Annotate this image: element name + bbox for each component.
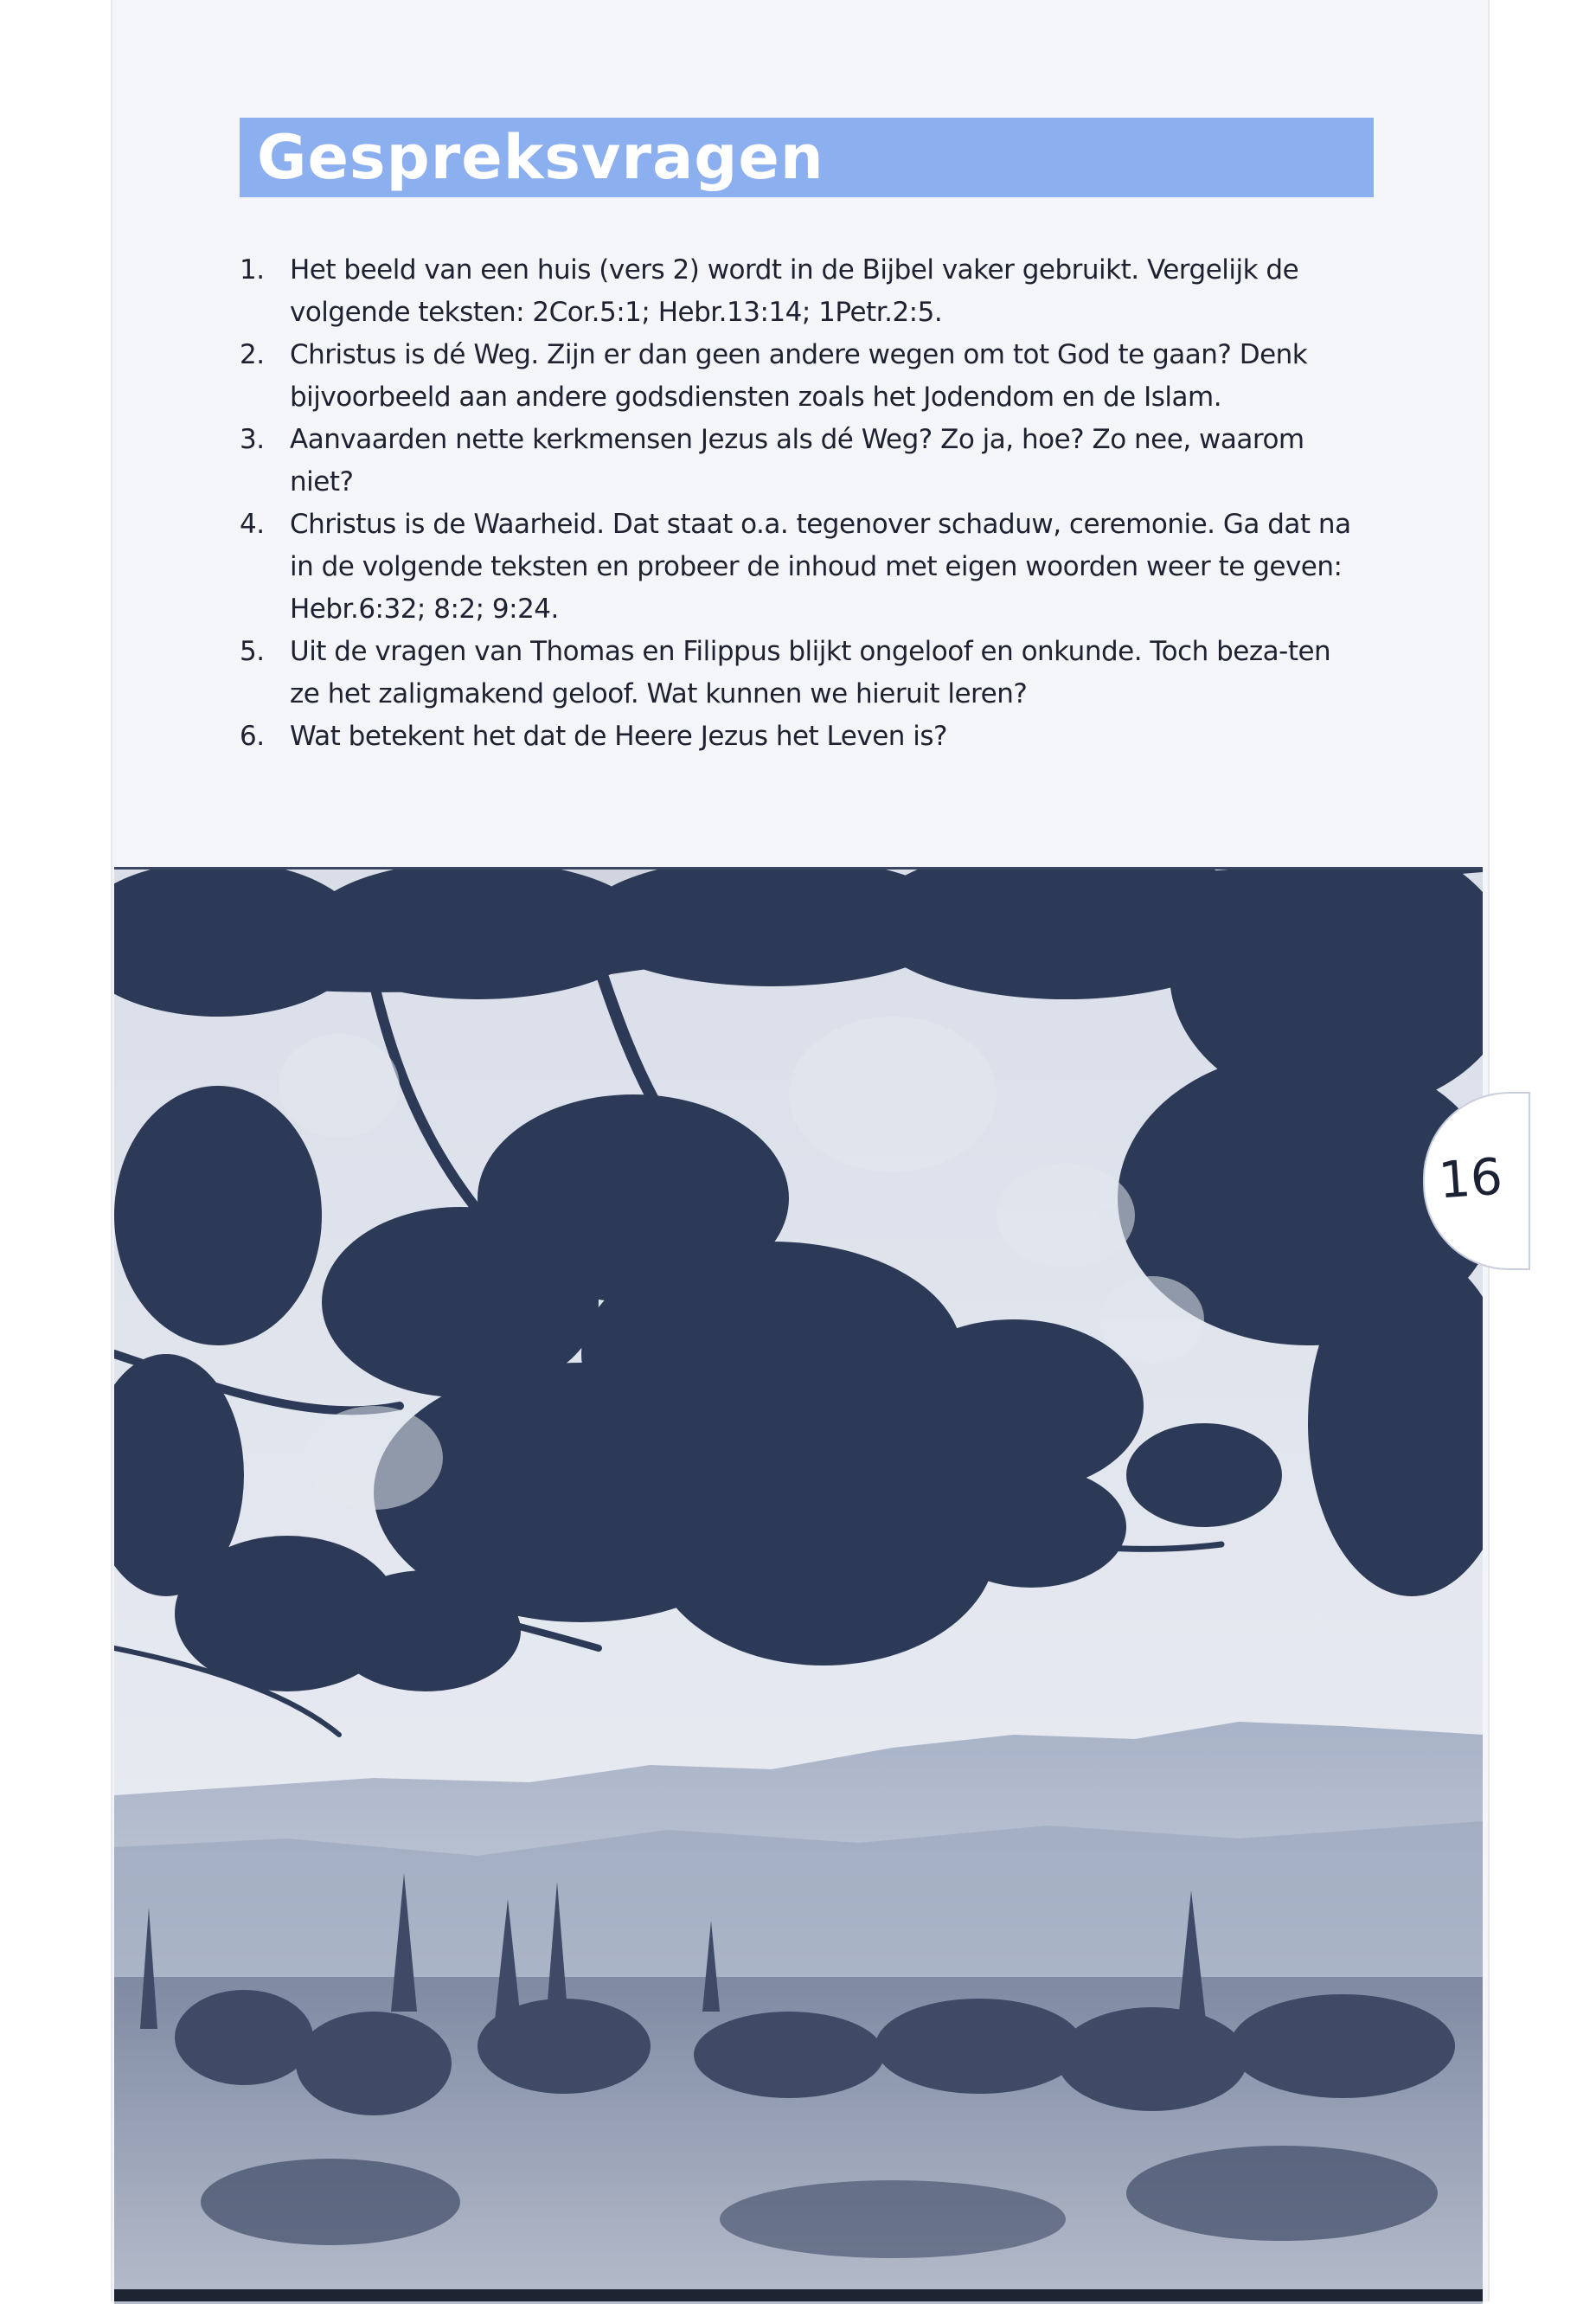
- list-item: [240, 504, 1364, 631]
- section-heading: Gespreksvragen: [257, 122, 824, 193]
- page-bottom-edge: [114, 2289, 1483, 2301]
- question-text: Christus is de Waarheid. Dat staat o.a. tegenover schaduw, ceremonie. Ga dat na in de volgende teksten en probeer de inhoud met eigen woorden weer te geven: Hebr.6:32; 8:2; 9:24.: [290, 509, 1351, 625]
- question-text: Uit de vragen van Thomas en Filippus blijkt ongeloof en onkunde. Toch beza-ten ze het zaligmakend geloof. Wat kunnen we hieruit leren?: [290, 636, 1331, 709]
- question-number: 2.: [240, 339, 265, 370]
- question-list: [240, 249, 1364, 758]
- section-heading-bar: [240, 118, 1374, 197]
- question-text: Het beeld van een huis (vers 2) wordt in de Bijbel vaker gebruikt. Vergelijk de volgende teksten: 2Cor.5:1; Hebr.13:14; 1Petr.2:5.: [290, 254, 1299, 328]
- list-item: [240, 419, 1364, 504]
- question-number: 3.: [240, 424, 265, 455]
- question-number: 5.: [240, 636, 265, 667]
- question-number: 4.: [240, 509, 265, 540]
- tree-landscape-illustration: [114, 870, 1483, 2304]
- question-text: Aanvaarden nette kerkmensen Jezus als dé Weg? Zo ja, hoe? Zo nee, waarom niet?: [290, 424, 1304, 497]
- list-item: [240, 334, 1364, 419]
- question-text: Wat betekent het dat de Heere Jezus het Leven is?: [290, 721, 947, 752]
- question-number: 1.: [240, 254, 265, 286]
- page-number: 16: [1436, 1146, 1505, 1210]
- landscape-photo: [114, 867, 1483, 2304]
- list-item: [240, 249, 1364, 334]
- question-text: Christus is dé Weg. Zijn er dan geen andere wegen om tot God te gaan? Denk bijvoorbeeld aan andere godsdiensten zoals het Jodendom en de Islam.: [290, 339, 1308, 413]
- list-item: [240, 716, 1364, 758]
- list-item: [240, 631, 1364, 716]
- question-number: 6.: [240, 721, 265, 752]
